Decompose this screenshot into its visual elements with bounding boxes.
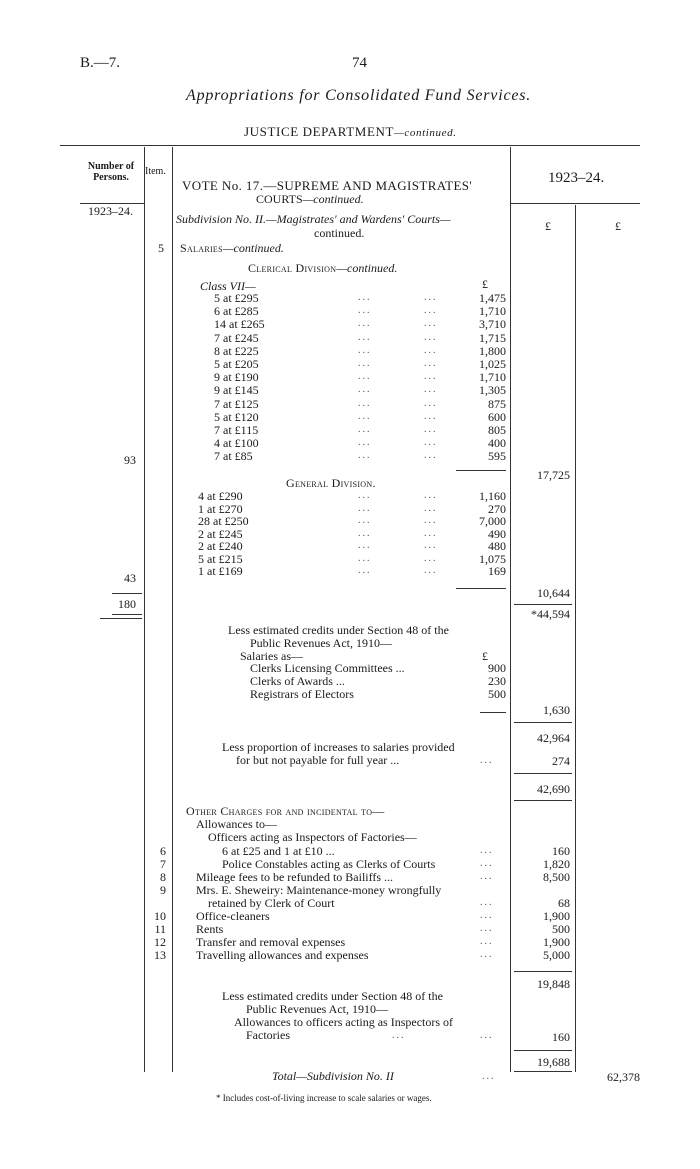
increases-dots: ...: [480, 755, 494, 766]
leader-dots: ...: [358, 331, 372, 343]
subdivision-continued: continued.: [314, 226, 365, 240]
other-item-text: Mileage fees to be refunded to Bailiffs ...: [196, 870, 394, 884]
leader-dots: ...: [480, 858, 494, 869]
leader-dots: ...: [358, 292, 372, 303]
general-rate-amount: 490: [488, 526, 506, 541]
general-rate-amount: 169: [488, 564, 506, 578]
class-vii-label: Class VII—: [200, 279, 256, 293]
leader-dots: ...: [424, 437, 438, 449]
general-sum-rule: [456, 588, 506, 589]
clerical-rate-amount: 1,800: [479, 343, 506, 358]
subdivision-title: Subdivision No. II.—Magistrates' and Wardens' Courts—: [176, 212, 451, 226]
total-label: Total—Subdivision No. II: [272, 1069, 394, 1083]
general-rate-label: 2 at £240: [198, 539, 243, 553]
pound-sign-right: £: [615, 219, 621, 233]
general-rate-label: 4 at £290: [198, 489, 243, 503]
other-item-amount: 1,900: [543, 935, 570, 949]
leader-dots: ...: [480, 897, 494, 908]
leader-dots: ...: [358, 565, 372, 576]
other-charges-label: Other Charges for and incidental to: [186, 804, 373, 818]
clerical-pound-sign: £: [482, 277, 488, 291]
leader-dots: ...: [358, 552, 372, 564]
clerical-continued: —continued.: [336, 261, 398, 275]
increases-rule: [514, 773, 572, 774]
leader-dots: ...: [358, 358, 372, 369]
clerical-division-heading: [248, 262, 397, 275]
leader-dots: ...: [424, 410, 438, 422]
clerical-rate-amount: 1,710: [479, 304, 506, 319]
credits2-amount: 160: [552, 1030, 570, 1044]
leader-dots: ...: [480, 949, 494, 960]
inspectors-label: Officers acting as Inspectors of Factories—: [208, 830, 417, 844]
leader-dots: ...: [480, 936, 494, 947]
clerical-rate-label: 7 at £85: [214, 449, 253, 464]
subtotal-amount: *44,594: [531, 607, 570, 621]
clerical-rate-amount: 1,025: [479, 357, 506, 371]
other-item-amount: 68: [558, 896, 570, 910]
other-item-amount: 5,000: [543, 948, 570, 962]
other-item-number: 12: [154, 935, 166, 949]
increases-rule-bottom: [514, 800, 572, 801]
credits-line-1: Less estimated credits under Section 48 of the: [228, 623, 449, 637]
vote-courts: COURTS: [256, 192, 303, 206]
credits-sum-rule: [480, 712, 506, 713]
other-item-text: 6 at £25 and 1 at £10 ...: [222, 844, 335, 858]
leader-dots: ...: [358, 371, 372, 383]
clerical-rate-amount: 600: [488, 409, 506, 424]
other-item-text: Rents: [196, 922, 224, 936]
credits2-line-2: Public Revenues Act, 1910—: [246, 1002, 388, 1016]
clerical-rate-label: 4 at £100: [214, 436, 259, 451]
vote-title-continued: [256, 192, 364, 207]
leader-dots: ...: [424, 552, 438, 564]
other-item-number: 9: [160, 883, 166, 897]
department-continued: —continued.: [394, 127, 457, 139]
leader-dots: ...: [424, 318, 438, 330]
other-item-amount: 1,820: [543, 857, 570, 871]
clerical-rate-amount: 400: [488, 436, 506, 451]
clerical-persons: 93: [124, 453, 136, 467]
leader-dots: ...: [480, 871, 494, 882]
credits-line-2: Public Revenues Act, 1910—: [250, 636, 392, 650]
column-divider-persons: [144, 147, 145, 1072]
persons-sum-rule-bottom: [100, 618, 142, 619]
column-divider-text: [510, 147, 511, 1072]
credits-total: 1,630: [543, 703, 570, 717]
credits-pound-sign: £: [482, 649, 488, 663]
leader-dots: ...: [424, 450, 438, 462]
leader-dots: ...: [424, 490, 438, 501]
leader-dots: ...: [424, 305, 438, 317]
leader-dots: ...: [424, 397, 438, 409]
leader-dots: ...: [424, 527, 438, 539]
allowances-label: Allowances to—: [196, 817, 277, 831]
other-item-text-continued: retained by Clerk of Court: [208, 896, 335, 910]
credit-amount: 230: [488, 674, 506, 688]
general-rate-label: 28 at £250: [198, 514, 249, 528]
credits2-dots-b: ...: [480, 1030, 494, 1041]
general-rate-label: 5 at £215: [198, 551, 243, 566]
clerical-total: 17,725: [537, 468, 570, 482]
clerical-rate-amount: 875: [488, 396, 506, 411]
leader-dots: ...: [358, 410, 372, 422]
clerical-rate-amount: 1,305: [479, 383, 506, 398]
general-rate-amount: 1,075: [479, 551, 506, 566]
footnote: * Includes cost-of-living increase to scale salaries or wages.: [216, 1093, 432, 1103]
leader-dots: ...: [424, 331, 438, 343]
leader-dots: ...: [358, 502, 372, 514]
other-item-number: 11: [154, 922, 166, 936]
clerical-rate-label: 7 at £125: [214, 396, 259, 411]
leader-dots: ...: [358, 305, 372, 317]
other-item-text: Transfer and removal expenses: [196, 935, 346, 949]
credits2-line-3: Allowances to officers acting as Inspectors of: [234, 1015, 454, 1029]
subtotal-rule: [514, 604, 572, 605]
leader-dots: ...: [358, 424, 372, 435]
general-rate-amount: 1,160: [479, 489, 506, 503]
clerical-label: Clerical Division: [248, 261, 337, 275]
clerical-rate-amount: 1,710: [479, 370, 506, 385]
leader-dots: ...: [424, 515, 438, 526]
credit-label: Clerks Licensing Committees ...: [250, 661, 405, 675]
leader-dots: ...: [424, 565, 438, 576]
total-amount: 62,378: [607, 1070, 640, 1084]
general-rate-label: 1 at £169: [198, 564, 243, 578]
salaries-continued: —continued.: [222, 241, 284, 255]
credit-amount: 500: [488, 687, 506, 701]
persons-sum-rule-mid: [112, 614, 142, 615]
total-dots: ...: [482, 1071, 496, 1082]
other-charges-total: 19,848: [537, 977, 570, 991]
clerical-rate-label: 7 at £245: [214, 330, 259, 345]
year-column-header: 1923–24.: [548, 170, 605, 186]
other-item-text: Travelling allowances and expenses: [196, 948, 369, 962]
document-reference: B.—7.: [80, 55, 121, 71]
leader-dots: ...: [480, 845, 494, 856]
other-item-number: 8: [160, 870, 166, 884]
vote-title: VOTE No. 17.—SUPREME AND MAGISTRATES': [182, 178, 473, 193]
leader-dots: ...: [424, 384, 438, 396]
clerical-rate-label: 6 at £285: [214, 304, 259, 319]
salaries-heading: [180, 242, 284, 255]
leader-dots: ...: [480, 923, 494, 934]
credit-label: Registrars of Electors: [250, 687, 354, 701]
leader-dots: ...: [358, 397, 372, 409]
leader-dots: ...: [358, 437, 372, 449]
pound-sign-left: £: [545, 219, 551, 233]
credits2-rule: [514, 1050, 572, 1051]
persons-sum-rule-top: [112, 593, 142, 594]
general-rate-label: 1 at £270: [198, 501, 243, 516]
year-header-rule: [510, 203, 640, 204]
other-item-number: 10: [154, 909, 166, 923]
general-rate-amount: 7,000: [479, 514, 506, 528]
other-charges-rule: [514, 971, 572, 972]
persons-year: 1923–24.: [88, 204, 133, 218]
other-item-text: Police Constables acting as Clerks of Courts: [222, 857, 436, 871]
other-item-amount: 8,500: [543, 870, 570, 884]
credits2-line-1: Less estimated credits under Section 48 of the: [222, 989, 443, 1003]
item-number-5: 5: [158, 241, 164, 255]
credit-label: Clerks of Awards ...: [250, 674, 345, 688]
clerical-rate-label: 9 at £190: [214, 370, 259, 385]
general-division-heading: General Division.: [286, 476, 376, 490]
general-persons: 43: [124, 571, 136, 585]
clerical-rate-amount: 805: [488, 423, 506, 437]
other-item-number: 13: [154, 948, 166, 962]
persons-total: 180: [118, 597, 136, 611]
leader-dots: ...: [358, 515, 372, 526]
clerical-rate-amount: 595: [488, 449, 506, 464]
general-rate-amount: 480: [488, 539, 506, 553]
leader-dots: ...: [424, 292, 438, 303]
general-total: 10,644: [537, 586, 570, 600]
table-top-rule: [60, 145, 640, 146]
leader-dots: ...: [424, 424, 438, 435]
other-item-text: Mrs. E. Sheweiry: Maintenance-money wrongfully: [196, 883, 442, 897]
after-increases-amount: 42,690: [537, 782, 570, 796]
department-title: [244, 124, 457, 140]
department-name: JUSTICE DEPARTMENT: [244, 124, 395, 139]
other-item-number: 6: [160, 844, 166, 858]
other-item-text: Office-cleaners: [196, 909, 270, 923]
leader-dots: ...: [424, 358, 438, 369]
credits-salaries-as: Salaries as—: [240, 649, 303, 663]
other-item-number: 7: [160, 857, 166, 871]
increases-line-2: for but not payable for full year ...: [236, 753, 400, 767]
salaries-label: Salaries: [180, 241, 223, 255]
other-item-amount: 500: [552, 922, 570, 936]
credits2-rule-bottom: [514, 1071, 572, 1072]
credits2-line-4: Factories: [246, 1028, 290, 1042]
leader-dots: ...: [358, 344, 372, 356]
leader-dots: ...: [424, 502, 438, 514]
leader-dots: ...: [358, 450, 372, 462]
page-number: 74: [352, 55, 367, 71]
after-credits-amount: 42,964: [537, 731, 570, 745]
item-column-header: Item.: [145, 166, 166, 177]
leader-dots: ...: [358, 318, 372, 330]
column-divider-amounts: [575, 205, 576, 1072]
general-rate-amount: 270: [488, 501, 506, 516]
leader-dots: ...: [358, 384, 372, 396]
other-charges-dash: —: [372, 804, 385, 818]
increases-amount: 274: [552, 754, 570, 768]
clerical-rate-label: 7 at £115: [214, 423, 259, 437]
vote-continued: —continued.: [302, 192, 364, 206]
leader-dots: ...: [358, 527, 372, 539]
leader-dots: ...: [358, 490, 372, 501]
clerical-rate-label: 14 at £265: [214, 317, 265, 332]
clerical-rate-label: 9 at £145: [214, 383, 259, 398]
leader-dots: ...: [480, 910, 494, 921]
clerical-rate-label: 8 at £225: [214, 343, 259, 358]
other-item-amount: 1,900: [543, 909, 570, 923]
general-rate-label: 2 at £245: [198, 526, 243, 541]
running-title: Appropriations for Consolidated Fund Services.: [186, 87, 532, 104]
credits-result-rule: [514, 722, 572, 723]
persons-column-header: Number of Persons.: [87, 161, 135, 183]
leader-dots: ...: [358, 540, 372, 551]
clerical-rate-amount: 3,710: [479, 317, 506, 332]
increases-line-1: Less proportion of increases to salaries provided: [222, 740, 455, 754]
clerical-rate-label: 5 at £205: [214, 357, 259, 371]
credits2-after-amount: 19,688: [537, 1055, 570, 1069]
clerical-rate-label: 5 at £295: [214, 291, 259, 305]
credit-amount: 900: [488, 661, 506, 675]
column-divider-item: [172, 147, 173, 1072]
clerical-rate-label: 5 at £120: [214, 409, 259, 424]
clerical-rate-amount: 1,475: [479, 291, 506, 305]
clerical-rate-amount: 1,715: [479, 330, 506, 345]
clerical-sum-rule: [456, 470, 506, 471]
credits2-dots-a: ...: [392, 1030, 406, 1041]
leader-dots: ...: [424, 344, 438, 356]
other-item-amount: 160: [552, 844, 570, 858]
leader-dots: ...: [424, 371, 438, 383]
leader-dots: ...: [424, 540, 438, 551]
